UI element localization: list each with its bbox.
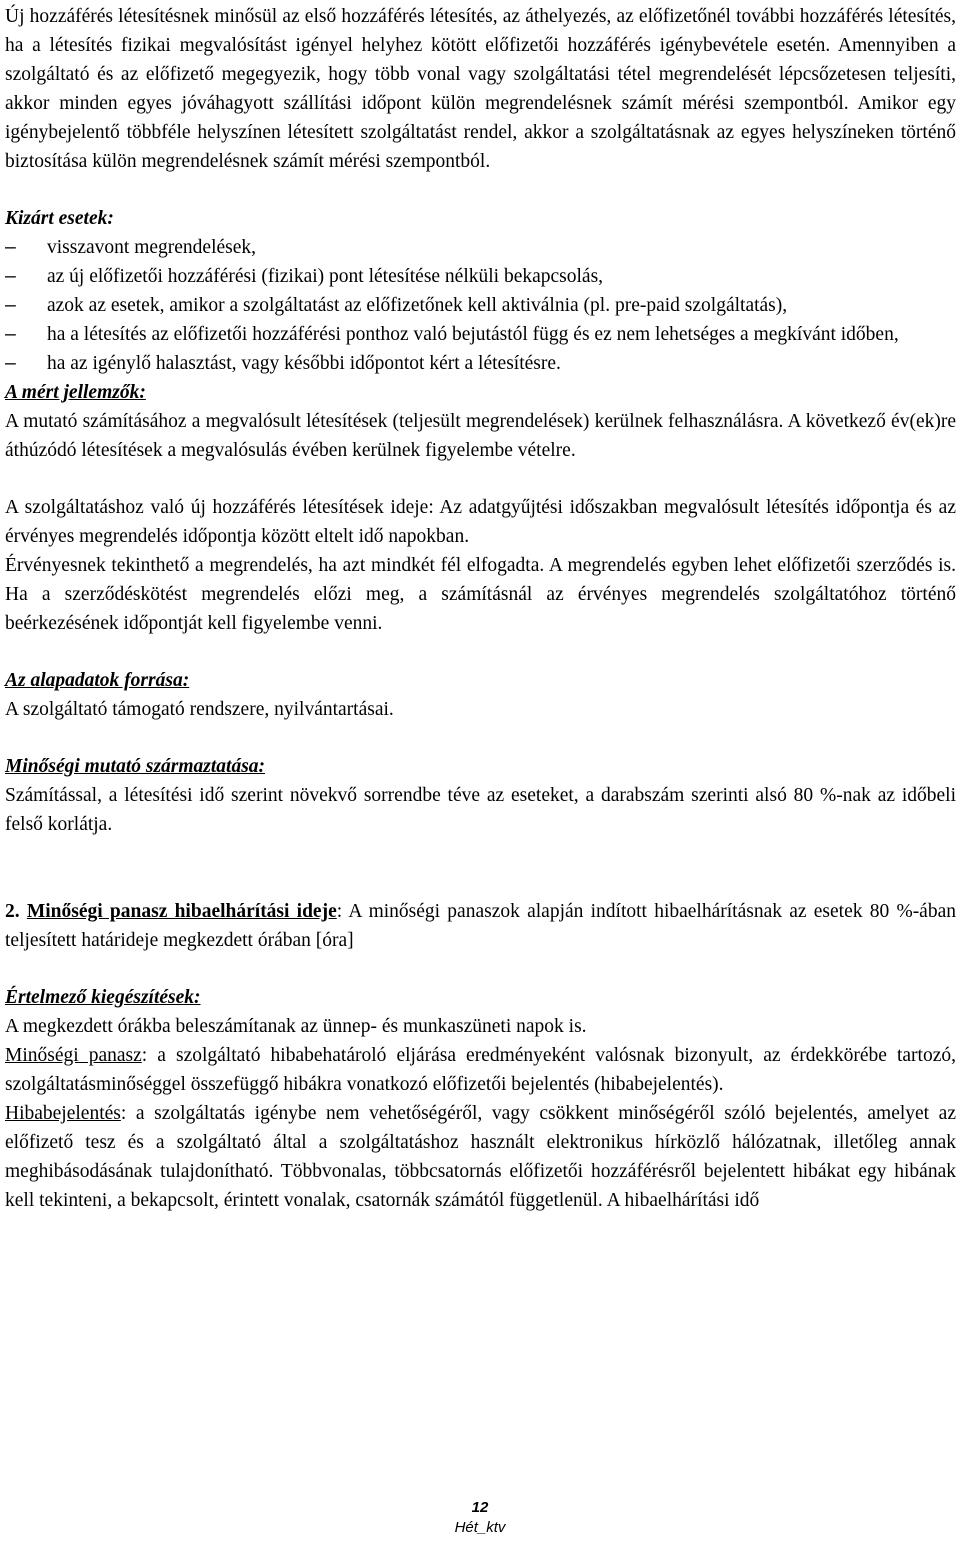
derivation-text: Számítással, a létesítési idő szerint növekvő sorrendbe téve az eseteket, a darabszám szerinti alsó 80 %-nak az időbeli felső korlátja. [5,785,956,835]
quality-complaint-definition: Minőségi panasz: a szolgáltató hibabehatároló eljárása eredményeként valósnak bizonyult, az érdekkörébe tartozó, szolgáltatásminőséggel összefüggő hibákra vonatkozó előfizetői bejelentés (hibabejelentés). [5,1045,956,1095]
source-text: A szolgáltató támogató rendszere, nyilvántartásai. [5,699,394,720]
page-number: 12 [471,1499,489,1516]
document-page [5,2,956,1215]
section-2-text: A minőségi panaszok alapján indított hibaelhárításnak az esetek 80 %-ában teljesített határideje megkezdett órában [óra] [5,901,956,951]
explanations-heading: Értelmező kiegészítések: [5,987,201,1008]
measured-text: A mutató számításához a megvalósult létesítések (teljesült megrendelések) kerülnek felhasználásra. A következő év(ek)re áthúzódó létesítések a megvalósulás évében kerülnek figyelembe vételre. [5,411,956,461]
list-item: – azok az esetek, amikor a szolgáltatást az előfizetőnek kell aktiválnia (pl. pre-paid szolgáltatás), [5,291,956,320]
list-item: – az új előfizetői hozzáférési (fizikai) pont létesítése nélküli bekapcsolás, [5,262,956,291]
list-item: – ha a létesítés az előfizetői hozzáférési ponthoz való bejutástól függ és ez nem lehetséges a megkívánt időben, [5,320,956,349]
section-title: Minőségi panasz hibaelhárítási ideje [26,901,337,922]
list-item: – visszavont megrendelések, [5,233,956,262]
source-heading: Az alapadatok forrása: [5,670,190,691]
section-2-paragraph: 2. Minőségi panasz hibaelhárítási ideje: A minőségi panaszok alapján indított hibaelhárításnak az esetek 80 %-ában teljesített határideje megkezdett órában [óra] [5,901,956,951]
derivation-heading: Minőségi mutató származtatása: [5,756,266,777]
fault-report-definition: Hibabejelentés: a szolgáltatás igénybe nem vehetőségéről, vagy csökkent minőségéről szóló bejelentés, amelyet az előfizető tesz és a szolgáltató által a szolgáltatáshoz használt elektronikus hírközlő hálózatnak, illetőleg annak meghibásodásának tulajdonítható. Többvonalas, többcsatornás előfizetői hozzáférésről bejelentett hibákat egy hibának kell tekinteni, a bekapcsolt, érintett vonalak, csatornák számától függetlenül. A hibaelhárítási idő [5,1103,956,1211]
term-fault-report: Hibabejelentés [5,1103,121,1124]
term-quality-complaint: Minőségi panasz [5,1045,142,1066]
explanations-line: A megkezdett órákba beleszámítanak az ünnep- és munkaszüneti napok is. [5,1016,587,1037]
section-number: 2. [5,901,20,922]
footer-label: Hét_ktv [454,1519,506,1536]
valid-order-paragraph: Érvényesnek tekinthető a megrendelés, ha azt mindkét fél elfogadta. A megrendelés egyben lehet előfizetői szerződés is. Ha a szerződéskötést megrendelés előzi meg, a számításnál az érvényes megrendelés szolgáltatóhoz történő beérkezésének időpontját kell figyelembe venni. [5,555,956,634]
time-paragraph: A szolgáltatáshoz való új hozzáférés létesítések ideje: Az adatgyűjtési időszakban megvalósult létesítés időpontja és az érvényes megrendelés időpontja között eltelt idő napokban. [5,497,956,547]
measured-heading: A mért jellemzők: [5,382,146,403]
list-item: – ha az igénylő halasztást, vagy későbbi időpontot kért a létesítésre. [5,349,956,378]
excluded-heading: Kizárt esetek: [5,208,114,229]
page-footer [0,1498,960,1538]
intro-paragraph: Új hozzáférés létesítésnek minősül az első hozzáférés létesítés, az áthelyezés, az előfizetőnél további hozzáférés létesítés, ha a létesítés fizikai megvalósítást igényel helyhez kötött előfizetői hozzáférés igénybevétele esetén. Amennyiben a szolgáltató és az előfizető megegyezik, hogy több vonal vagy szolgáltatási tétel megrendelését lépcsőzetesen teljesíti, akkor minden egyes jóváhagyott szállítási időpont külön megrendelésnek számít mérési szempontból. Amikor egy igénybejelentő többféle helyszínen létesített szolgáltatást rendel, akkor a szolgáltatásnak az egyes helyszíneken történő biztosítása külön megrendelésnek számít mérési szempontból. [5,6,956,172]
excluded-list [5,233,956,378]
